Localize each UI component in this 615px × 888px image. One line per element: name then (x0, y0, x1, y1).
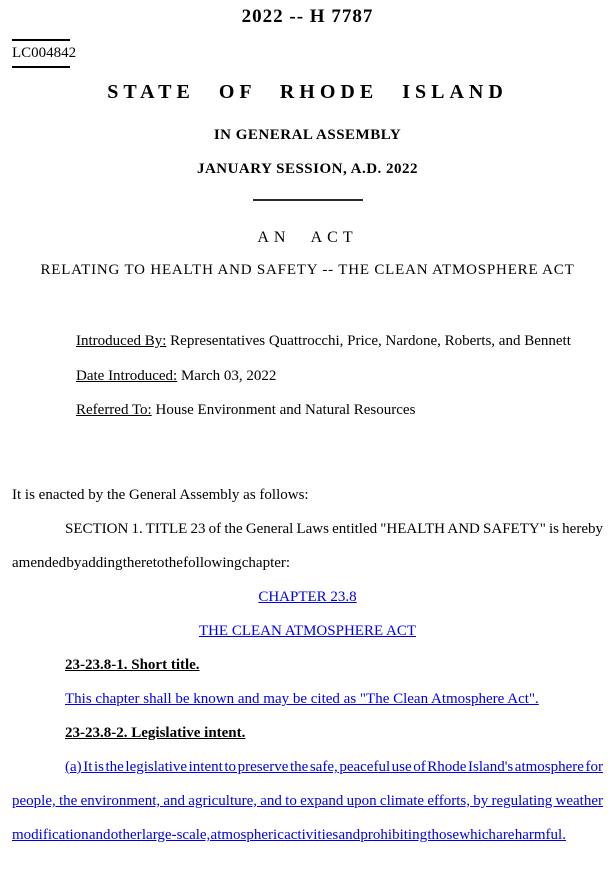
chapter-number: CHAPTER 23.8 (258, 589, 357, 605)
chapter-title: THE CLEAN ATMOSPHERE ACT (198, 623, 417, 639)
referred-to-row (76, 393, 571, 428)
introduced-by-row (76, 324, 571, 359)
sponsor-block (76, 324, 571, 428)
referred-to-value: House Environment and Natural Resources (155, 402, 416, 418)
session-heading: JANUARY SESSION, A.D. 2022 (196, 161, 419, 177)
state-title: STATE OF RHODE ISLAND (107, 81, 508, 103)
enacting-clause: It is enacted by the General Assembly as follows: (12, 487, 309, 503)
date-introduced-value: March 03, 2022 (180, 367, 277, 384)
date-introduced-label: Date Introduced: (76, 367, 178, 384)
double-rule-bottom (12, 66, 70, 68)
section-1-text: SECTION 1. TITLE 23 of the General Laws entitled "HEALTH AND SAFETY" is hereby amended by adding thereto the following chapter: (12, 521, 603, 571)
assembly-heading: IN GENERAL ASSEMBLY (213, 127, 402, 143)
provision-2-text: (a) It is the legislative intent to preserve the safe, peaceful use of Rhode Island's atmosphere for people, the environment, and agriculture, and to expand upon climate efforts, by regulating weather modification and other large-scale, atmospheric activities and prohibiting those which are harmful. (12, 759, 603, 843)
provision-1-text: This chapter shall be known and may be cited as "The Clean Atmosphere Act". (65, 691, 539, 707)
act-label: AN ACT (257, 229, 358, 246)
lc-number-block (12, 39, 76, 68)
bill-number: 2022 -- H 7787 (241, 6, 374, 27)
bill-body (12, 478, 603, 852)
provision-1-heading: 23-23.8-1. Short title. (65, 657, 200, 673)
introduced-by-value: Representatives Quattrocchi, Price, Nardone, Roberts, and Bennett (170, 333, 571, 349)
lc-number: LC004842 (12, 45, 77, 61)
act-title: RELATING TO HEALTH AND SAFETY -- THE CLEAN ATMOSPHERE ACT (40, 262, 575, 278)
header-divider (253, 193, 363, 201)
referred-to-label: Referred To: (76, 402, 152, 418)
provision-2-heading: 23-23.8-2. Legislative intent. (65, 725, 246, 741)
date-introduced-row (76, 359, 571, 394)
introduced-by-label: Introduced By: (76, 333, 167, 349)
